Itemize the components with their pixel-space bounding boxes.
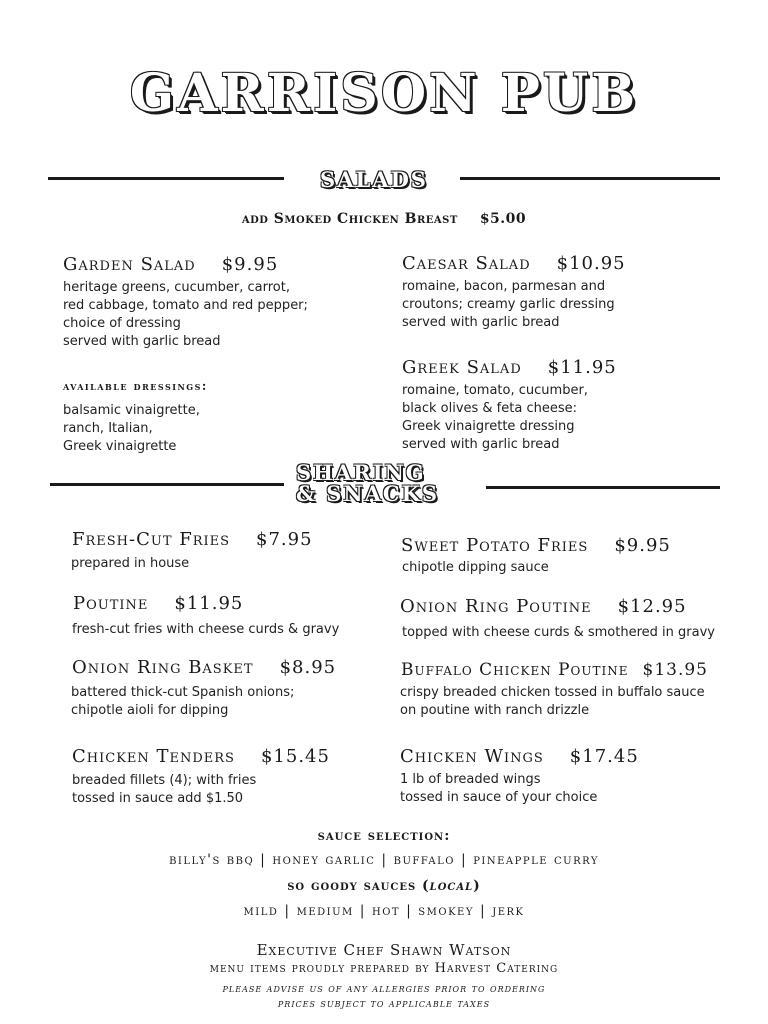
goody-sauce-list xyxy=(0,903,768,919)
catering-credit: menu items proudly prepared by Harvest Catering xyxy=(209,961,559,976)
sharing-heading-line2: & SNACKS xyxy=(296,481,440,506)
separator: | xyxy=(260,852,267,868)
menu-item-caesar-salad xyxy=(402,255,626,273)
goody-close: ) xyxy=(473,878,481,894)
separator: | xyxy=(359,903,366,919)
item-description: battered thick-cut Spanish onions; chipotle aioli for dipping xyxy=(71,685,295,718)
item-price: $12.95 xyxy=(617,596,687,617)
item-price: $8.95 xyxy=(279,657,337,678)
menu-item-sweet-potato-fries xyxy=(401,537,671,555)
sauce-item: billy's bbq xyxy=(169,852,255,868)
item-description: topped with cheese curds & smothered in gravy xyxy=(402,625,715,640)
separator: | xyxy=(381,852,388,868)
item-description: breaded fillets (4); with fries tossed in sauce add $1.50 xyxy=(72,773,257,806)
item-price: $13.95 xyxy=(642,660,708,680)
item-price: $7.95 xyxy=(256,529,313,550)
item-name: Buffalo Chicken Poutine xyxy=(401,660,629,680)
menu-item-greek-salad xyxy=(402,359,617,377)
menu-item-onion-ring-poutine xyxy=(400,598,687,616)
dressings-list: balsamic vinaigrette, ranch, Italian, Greek vinaigrette xyxy=(63,403,200,454)
addon-label: add Smoked Chicken Breast xyxy=(241,211,458,227)
separator: | xyxy=(284,903,291,919)
item-description: fresh-cut fries with cheese curds & gravy xyxy=(72,622,340,637)
menu-item-fresh-cut-fries xyxy=(72,531,313,549)
restaurant-title: GARRISON PUB xyxy=(129,63,639,124)
item-price: $15.45 xyxy=(260,746,330,767)
item-name: Onion Ring Basket xyxy=(72,657,254,678)
item-name: Onion Ring Poutine xyxy=(400,596,592,617)
item-name: Caesar Salad xyxy=(402,253,531,274)
item-name: Chicken Wings xyxy=(400,746,544,767)
item-description: chipotle dipping sauce xyxy=(402,560,549,575)
item-name: Fresh-Cut Fries xyxy=(72,529,231,550)
item-description: heritage greens, cucumber, carrot, red cabbage, tomato and red pepper; choice of dressing served with garlic bread xyxy=(63,280,308,349)
sauce-item: medium xyxy=(296,903,354,919)
item-price: $11.95 xyxy=(547,357,617,378)
item-price: $11.95 xyxy=(174,593,244,614)
menu-item-onion-ring-basket xyxy=(72,659,336,677)
goody-title: so goody sauces ( xyxy=(287,878,430,894)
item-price: $9.95 xyxy=(614,535,671,556)
item-name: Sweet Potato Fries xyxy=(401,535,589,556)
item-name: Garden Salad xyxy=(63,254,196,275)
sauce-selection-title: sauce selection: xyxy=(317,828,451,844)
separator: | xyxy=(479,903,487,919)
sharing-heading-line1: SHARING xyxy=(296,460,426,485)
sauce-item: mild xyxy=(243,903,279,919)
item-price: $9.95 xyxy=(221,254,279,275)
item-price: $10.95 xyxy=(556,253,626,274)
tax-note: prices subject to applicable taxes xyxy=(277,997,491,1010)
menu-item-buffalo-chicken-poutine xyxy=(401,662,708,679)
item-description: prepared in house xyxy=(71,556,190,571)
sauce-item: smokey xyxy=(418,903,474,919)
sauce-item: jerk xyxy=(492,903,525,919)
item-name: Poutine xyxy=(73,593,149,614)
menu-item-chicken-tenders xyxy=(72,748,330,766)
sauce-list xyxy=(0,852,768,868)
item-name: Chicken Tenders xyxy=(72,746,235,767)
salads-heading: SALADS xyxy=(320,167,428,192)
dressings-heading: available dressings: xyxy=(63,379,208,393)
menu-item-garden-salad xyxy=(63,256,278,274)
menu-item-chicken-wings xyxy=(400,748,639,766)
sauce-item: pineapple curry xyxy=(473,852,599,868)
separator: | xyxy=(460,852,468,868)
sauce-item: buffalo xyxy=(393,852,455,868)
sharing-heading xyxy=(296,462,476,504)
item-description: romaine, bacon, parmesan and croutons; creamy garlic dressing served with garlic bread xyxy=(402,279,615,330)
allergy-note: please advise us of any allergies prior to ordering xyxy=(222,982,546,995)
executive-chef: Executive Chef Shawn Watson xyxy=(256,941,512,959)
salads-rule-right xyxy=(460,177,720,180)
separator: | xyxy=(406,903,413,919)
sauce-item: hot xyxy=(371,903,401,919)
goody-local: local xyxy=(429,878,474,894)
sauce-item: honey garlic xyxy=(272,852,376,868)
item-description: 1 lb of breaded wings tossed in sauce of your choice xyxy=(400,772,598,805)
goody-sauces-title xyxy=(0,878,768,894)
salads-rule-left xyxy=(48,177,284,180)
item-description: crispy breaded chicken tossed in buffalo sauce on poutine with ranch drizzle xyxy=(400,685,705,718)
sharing-rule-right xyxy=(486,486,720,489)
addon-price: $5.00 xyxy=(479,211,527,227)
item-price: $17.45 xyxy=(569,746,639,767)
addon-line xyxy=(0,211,768,227)
item-description: romaine, tomato, cucumber, black olives & feta cheese: Greek vinaigrette dressing served with garlic bread xyxy=(402,383,588,452)
menu-item-poutine xyxy=(73,595,243,613)
sharing-rule-left xyxy=(50,483,284,486)
item-name: Greek Salad xyxy=(402,357,522,378)
